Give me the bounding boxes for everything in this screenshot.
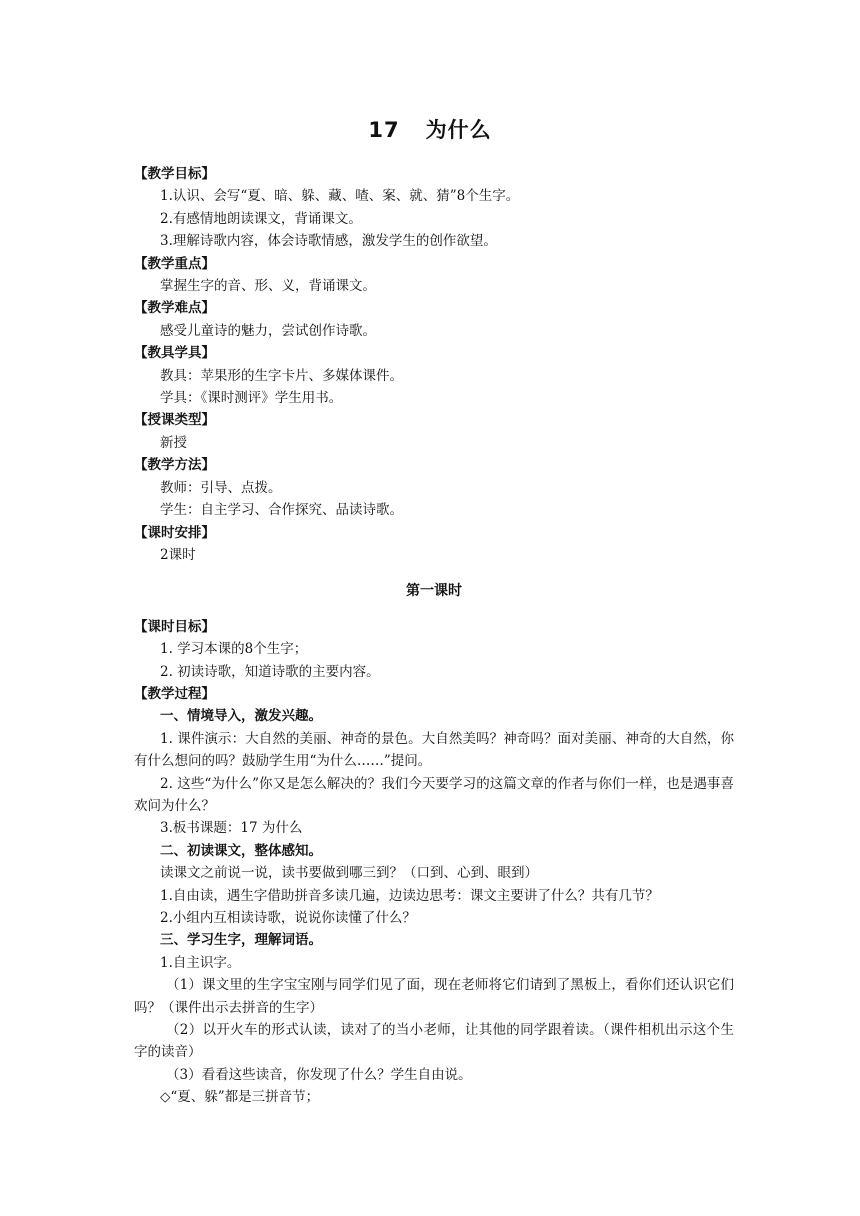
- section-heading-key: 【教学重点】: [134, 255, 215, 272]
- section-heading-type: 【授课类型】: [134, 412, 215, 429]
- tools-item: 教具：苹果形的生字卡片、多媒体课件。: [160, 367, 403, 384]
- process-paragraph: （3）看看这些读音，你发现了什么？学生自由说。: [166, 1066, 472, 1083]
- section-heading-schedule: 【课时安排】: [134, 524, 215, 541]
- section-heading-goals: 【教学目标】: [134, 166, 215, 182]
- process-paragraph: 1.自由读，遇生字借助拼音多读几遍，边读边思考：课文主要讲了什么？共有几节？: [160, 887, 659, 904]
- section-heading-tools: 【教具学具】: [134, 345, 215, 362]
- lesson-number: 17: [368, 118, 400, 142]
- process-step-heading: 三、学习生字，理解词语。: [160, 932, 322, 949]
- section-heading-difficult: 【教学难点】: [134, 300, 215, 317]
- lesson-goal-item: 1. 学习本课的8个生字；: [160, 641, 308, 658]
- goal-item: 1.认识、会写“夏、暗、躲、藏、喳、案、就、猜”8个生字。: [160, 188, 520, 205]
- schedule-item: 2课时: [160, 546, 196, 563]
- process-paragraph: 2. 这些“为什么”你又是怎么解决的？我们今天要学习的这篇文章的作者与你们一样，也是遇事喜欢问为什么？: [134, 775, 734, 814]
- key-item: 掌握生字的音、形、义，背诵课文。: [160, 278, 376, 295]
- type-item: 新授: [160, 434, 187, 451]
- process-paragraph: 1. 课件演示：大自然的美丽、神奇的景色。大自然美吗？神奇吗？面对美丽、神奇的大自然，你有什么想问的吗？鼓励学生用“为什么……”提问。: [134, 730, 734, 770]
- tools-item: 学具：《课时测评》学生用书。: [160, 390, 343, 407]
- process-paragraph: 2.小组内互相读诗歌，说说你读懂了什么？: [160, 910, 416, 926]
- process-paragraph: （2）以开火车的形式认读，读对了的当小老师，让其他的同学跟着读。（课件相机出示这个生字的读音）: [134, 1022, 734, 1061]
- document-body: [134, 163, 734, 1109]
- subsection-title: 第一课时: [406, 583, 462, 600]
- lesson-goal-item: 2. 初读诗歌，知道诗歌的主要内容。: [160, 663, 380, 680]
- process-paragraph: （1）课文里的生字宝宝刚与同学们见了面，现在老师将它们请到了黑板上，看你们还认识它们吗？（课件出示去拼音的生字）: [134, 977, 734, 1016]
- process-paragraph: ◇“夏、躲”都是三拼音节；: [160, 1089, 320, 1106]
- goal-item: 3.理解诗歌内容，体会诗歌情感，激发学生的创作欲望。: [160, 233, 497, 250]
- process-paragraph: 读课文之前说一说，读书要做到哪三到？（口到、心到、眼到）: [160, 865, 538, 882]
- process-step-heading: 一、情境导入，激发兴趣。: [160, 708, 322, 725]
- process-step-heading: 二、初读课文，整体感知。: [160, 842, 322, 859]
- methods-item: 教师：引导、点拨。: [160, 479, 282, 496]
- methods-item: 学生：自主学习、合作探究、品读诗歌。: [160, 502, 403, 519]
- section-heading-methods: 【教学方法】: [134, 457, 215, 474]
- process-paragraph: 3.板书课题：17 为什么: [160, 820, 303, 837]
- section-heading-process: 【教学过程】: [134, 685, 215, 702]
- page-title: [0, 114, 860, 144]
- section-heading-lesson-goals: 【课时目标】: [134, 618, 215, 635]
- lesson-title: 为什么: [425, 118, 492, 142]
- difficult-item: 感受儿童诗的魅力，尝试创作诗歌。: [160, 322, 376, 339]
- goal-item: 2.有感情地朗读课文，背诵课文。: [160, 210, 362, 227]
- process-paragraph: 1.自主识字。: [160, 954, 241, 971]
